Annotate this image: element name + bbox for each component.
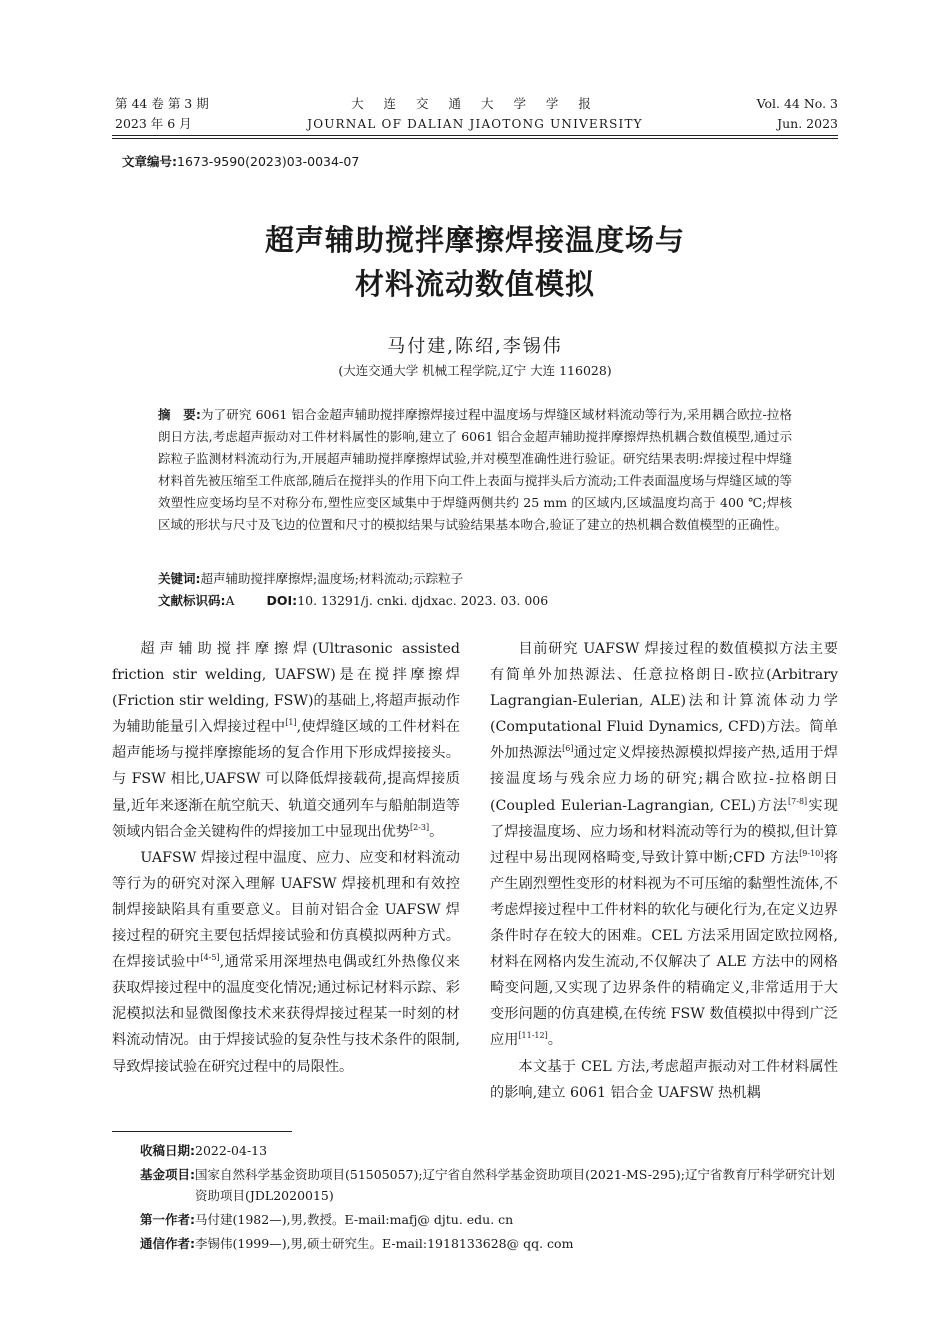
journal-name-cn: 大 连 交 通 大 学 学 报 bbox=[351, 96, 599, 111]
footnote-rule bbox=[112, 1131, 292, 1132]
publication-date: 2023 年 6 月 bbox=[115, 116, 192, 131]
received-date: 收稿日期: 2022-04-13 bbox=[140, 1143, 268, 1158]
running-header bbox=[0, 94, 950, 134]
volume-issue-en: Vol. 44 No. 3 bbox=[756, 96, 838, 111]
header-rule-bottom bbox=[112, 138, 838, 139]
issue-info bbox=[115, 94, 209, 134]
paragraph: 目前研究 UAFSW 焊接过程的数值模拟方法主要有简单外加热源法、任意拉格朗日-欧拉(Arbitrary Lagrangian-Eulerian, ALE)法和计算流体动力学(Computational Fluid Dynamics, CFD)方法。简单外加热源法[6]通过定义焊接热源模拟焊接产热,适用于焊接温度场与残余应力场的研究;耦合欧拉-拉格朗日(Coupled Eulerian-Lagrangian, CEL)方法[7-8]实现了焊接温度场、应力场和材料流动等行为的模拟,但计算过程中易出现网格畸变,导致计算中断;CFD 方法[9-10]将产生剧烈塑性变形的材料视为不可压缩的黏塑性流体,不考虑焊接过程中工件材料的软化与硬化行为,在定义边界条件时存在较大的困难。CEL 方法采用固定欧拉网格,材料在网格内发生流动,不仅解决了 ALE 方法中的网格畸变问题,又实现了边界条件的精确定义,非常适用于大变形问题的仿真建模,在传统 FSW 数值模拟中得到广泛应用[11-12]。 bbox=[490, 641, 838, 1049]
article-number bbox=[122, 152, 359, 170]
fund-info: 基金项目: 国家自然科学基金资助项目(51505057);辽宁省自然科学基金资助项目(2021-MS-295);辽宁省教育厅科学研究计划资助项目(JDL2020015) bbox=[140, 1167, 835, 1203]
first-author: 第一作者: 马付建(1982—),男,教授。E-mail:mafj@ djtu. edu. cn bbox=[140, 1212, 514, 1227]
paragraph: 本文基于 CEL 方法,考虑超声振动对工件材料属性的影响,建立 6061 铝合金 UAFSW 热机耦 bbox=[490, 1058, 838, 1101]
doi-label: DOI: bbox=[266, 593, 298, 608]
abstract-text: 为了研究 6061 铝合金超声辅助搅拌摩擦焊接过程中温度场与焊缝区域材料流动等行为,采用耦合欧拉-拉格朗日方法,考虑超声振动对工件材料属性的影响,建立了 6061 铝合金超声辅助搅拌摩擦焊热机耦合数值模型,通过示踪粒子监测材料流动行为,开展超声辅助搅拌摩擦焊试验,并对模型准确性进行验证。研究结果表明:焊接过程中焊缝材料首先被压缩至工件底部,随后在搅拌头的作用下向工件上表面与搅拌头后方流动;工件表面温度场与焊缝区域的等效塑性应变场均呈不对称分布,塑性应变区域集中于焊缝两侧共约 25 mm 的区域内,区域温度均高于 400 ℃;焊核区域的形状与尺寸及飞边的位置和尺寸的模拟结果与试验结果基本吻合,验证了建立的热机耦合数值模型的正确性。 bbox=[158, 407, 793, 532]
paper-title-line1: 超声辅助搅拌摩擦焊接温度场与 bbox=[264, 223, 685, 257]
citation: [9-10] bbox=[799, 848, 824, 858]
paragraph: 超声辅助搅拌摩擦焊(Ultrasonic assisted friction stir welding, UAFSW)是在搅拌摩擦焊(Friction stir welding, FSW)的基础上,将超声振动作为辅助能量引入焊接过程中[1],使焊缝区域的工件材料在超声能场与搅拌摩擦能场的复合作用下形成焊接接头。与 FSW 相比,UAFSW 可以降低焊接载荷,提高焊接质量,近年来逐渐在航空航天、轨道交通列车与船舶制造等领域内铝合金关键构件的焊接加工中显现出优势[2-3]。 bbox=[112, 641, 460, 840]
paper-title-line2: 材料流动数值模拟 bbox=[354, 267, 595, 301]
issue-info-en bbox=[757, 94, 838, 134]
publication-date-en: Jun. 2023 bbox=[777, 116, 838, 131]
paragraph: UAFSW 焊接过程中温度、应力、应变和材料流动等行为的研究对深入理解 UAFSW 焊接机理和有效控制焊接缺陷具有重要意义。目前对铝合金 UAFSW 焊接过程的研究主要包括焊接试验和仿真模拟两种方式。在焊接试验中[4-5],通常采用深埋热电偶或红外热像仪来获取焊接过程中的温度变化情况;通过标记材料示踪、彩泥模拟法和显微图像技术来获得焊接过程某一时刻的材料流动情况。由于焊接试验的复杂性与技术条件的限制,导致焊接试验在研究过程中的局限性。 bbox=[112, 849, 460, 1075]
abstract bbox=[158, 404, 792, 536]
footnotes bbox=[140, 1140, 840, 1257]
header-rule-top bbox=[112, 135, 838, 136]
abstract-label: 摘 要: bbox=[158, 407, 201, 422]
journal-name bbox=[300, 94, 650, 134]
body-column-right bbox=[490, 636, 838, 1106]
doc-code-label: 文献标识码: bbox=[158, 593, 226, 608]
article-number-label: 文章编号: bbox=[122, 154, 177, 169]
citation: [1] bbox=[285, 718, 297, 728]
citation: [4-5] bbox=[200, 953, 220, 963]
citation: [6] bbox=[562, 744, 574, 754]
keywords-value: 超声辅助搅拌摩擦焊;温度场;材料流动;示踪粒子 bbox=[200, 571, 464, 586]
doc-code bbox=[158, 590, 792, 612]
paper-title bbox=[0, 218, 950, 306]
doc-code-value: A bbox=[225, 593, 235, 608]
body-column-left bbox=[112, 636, 460, 1080]
authors: 马付建,陈绍,李锡伟 bbox=[387, 336, 563, 357]
journal-name-en: JOURNAL OF DALIAN JIAOTONG UNIVERSITY bbox=[307, 117, 643, 131]
keywords bbox=[158, 568, 792, 590]
affiliation: (大连交通大学 机械工程学院,辽宁 大连 116028) bbox=[338, 363, 612, 378]
doi-value: 10. 13291/j. cnki. djdxac. 2023. 03. 006 bbox=[297, 593, 549, 608]
volume-issue: 第 44 卷 第 3 期 bbox=[115, 96, 209, 111]
citation: [11-12] bbox=[518, 1031, 548, 1041]
corresponding-author: 通信作者: 李锡伟(1999—),男,硕士研究生。E-mail:1918133628@ qq. com bbox=[140, 1236, 574, 1251]
citation: [2-3] bbox=[409, 822, 430, 832]
citation: [7-8] bbox=[788, 796, 808, 806]
keywords-label: 关键词: bbox=[158, 571, 201, 586]
article-number-value: 1673-9590(2023)03-0034-07 bbox=[177, 154, 360, 169]
